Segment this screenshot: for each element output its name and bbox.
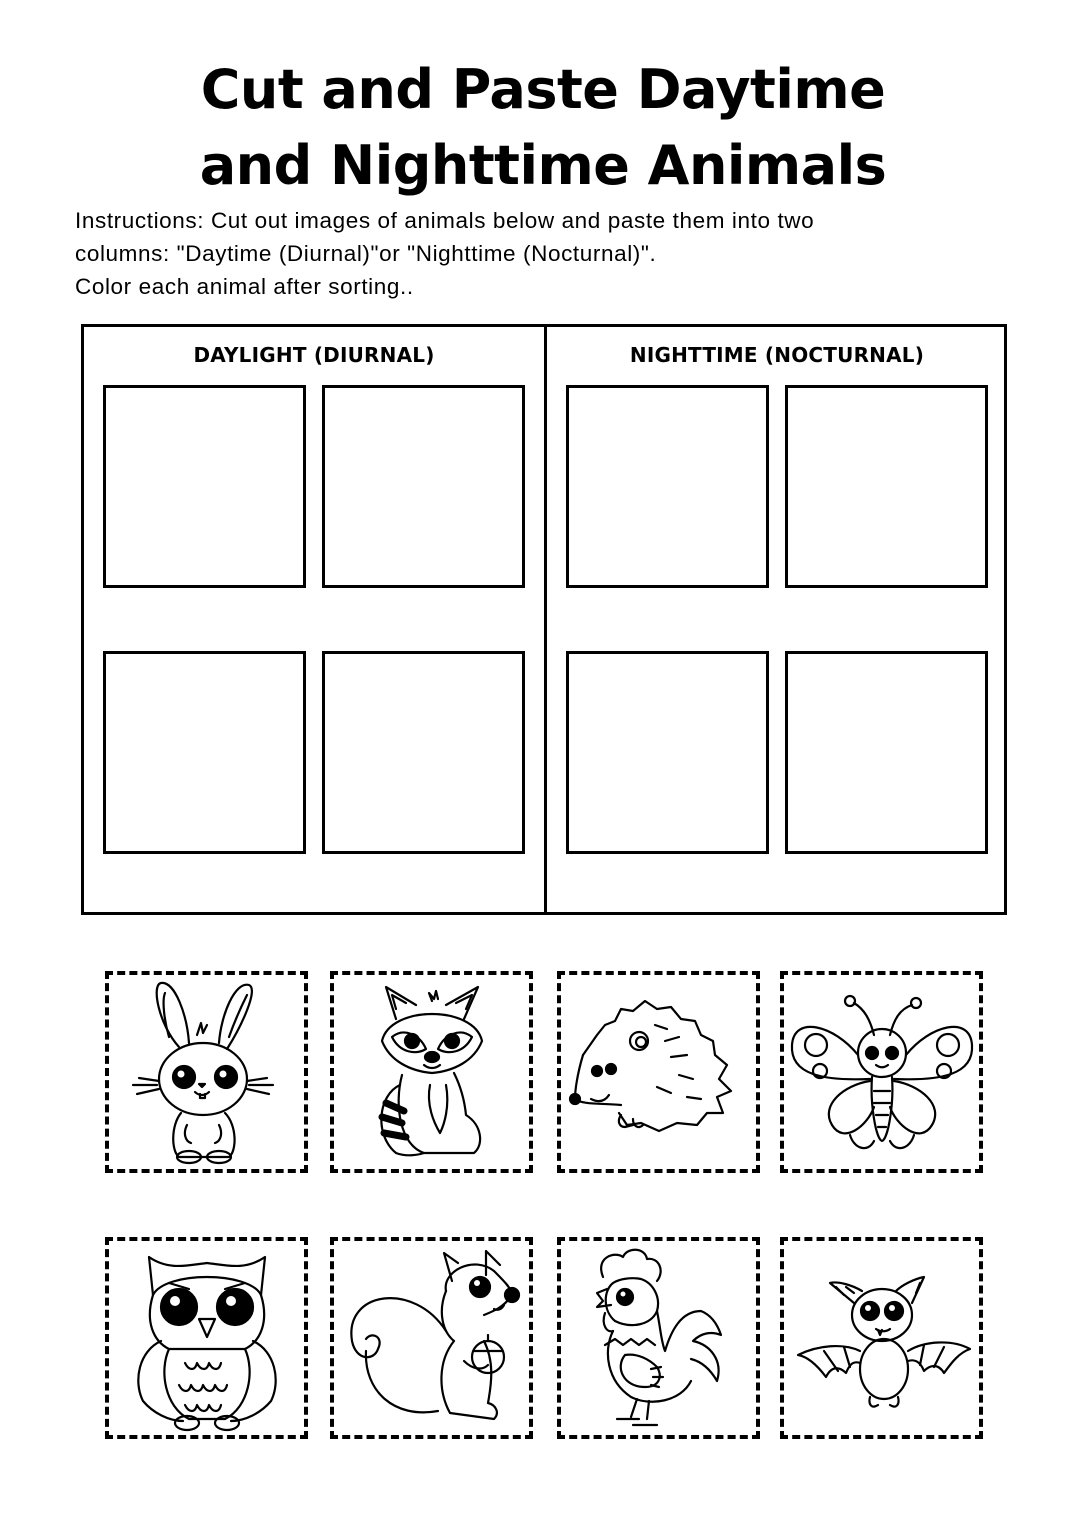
daylight-paste-slot-3[interactable] bbox=[103, 651, 306, 854]
column-heading-daylight: DAYLIGHT (DIURNAL) bbox=[193, 343, 435, 367]
daylight-paste-slot-1[interactable] bbox=[103, 385, 306, 588]
cutout-card-rabbit[interactable] bbox=[105, 971, 308, 1173]
instructions-line-1: Instructions: Cut out images of animals below and paste them into two bbox=[75, 208, 815, 233]
instructions-line-2: columns: "Daytime (Diurnal)"or "Nighttime (Nocturnal)". bbox=[75, 241, 657, 266]
nighttime-paste-slot-2[interactable] bbox=[785, 385, 988, 588]
owl-icon bbox=[109, 1241, 304, 1435]
rooster-icon bbox=[561, 1241, 756, 1435]
rabbit-icon bbox=[109, 975, 304, 1169]
cutout-card-squirrel[interactable] bbox=[330, 1237, 533, 1439]
hedgehog-icon bbox=[561, 975, 756, 1169]
instructions-line-3: Color each animal after sorting.. bbox=[75, 274, 414, 299]
page-title bbox=[0, 52, 1086, 204]
nighttime-paste-slot-3[interactable] bbox=[566, 651, 769, 854]
cutout-card-owl[interactable] bbox=[105, 1237, 308, 1439]
title-line-1: Cut and Paste Daytime bbox=[200, 58, 886, 121]
cutout-card-hedgehog[interactable] bbox=[557, 971, 760, 1173]
daylight-paste-slot-4[interactable] bbox=[322, 651, 525, 854]
column-divider bbox=[544, 327, 547, 912]
bat-icon bbox=[784, 1241, 979, 1435]
squirrel-icon bbox=[334, 1241, 529, 1435]
instructions bbox=[75, 204, 1015, 303]
nighttime-paste-slot-1[interactable] bbox=[566, 385, 769, 588]
column-heading-nighttime: NIGHTTIME (NOCTURNAL) bbox=[629, 343, 925, 367]
nighttime-paste-slot-4[interactable] bbox=[785, 651, 988, 854]
sorting-board bbox=[81, 324, 1007, 915]
title-line-2: and Nighttime Animals bbox=[199, 134, 887, 197]
raccoon-icon bbox=[334, 975, 529, 1169]
cutout-card-raccoon[interactable] bbox=[330, 971, 533, 1173]
daylight-paste-slot-2[interactable] bbox=[322, 385, 525, 588]
cutout-card-rooster[interactable] bbox=[557, 1237, 760, 1439]
butterfly-icon bbox=[784, 975, 979, 1169]
cutout-card-bat[interactable] bbox=[780, 1237, 983, 1439]
cutout-card-butterfly[interactable] bbox=[780, 971, 983, 1173]
